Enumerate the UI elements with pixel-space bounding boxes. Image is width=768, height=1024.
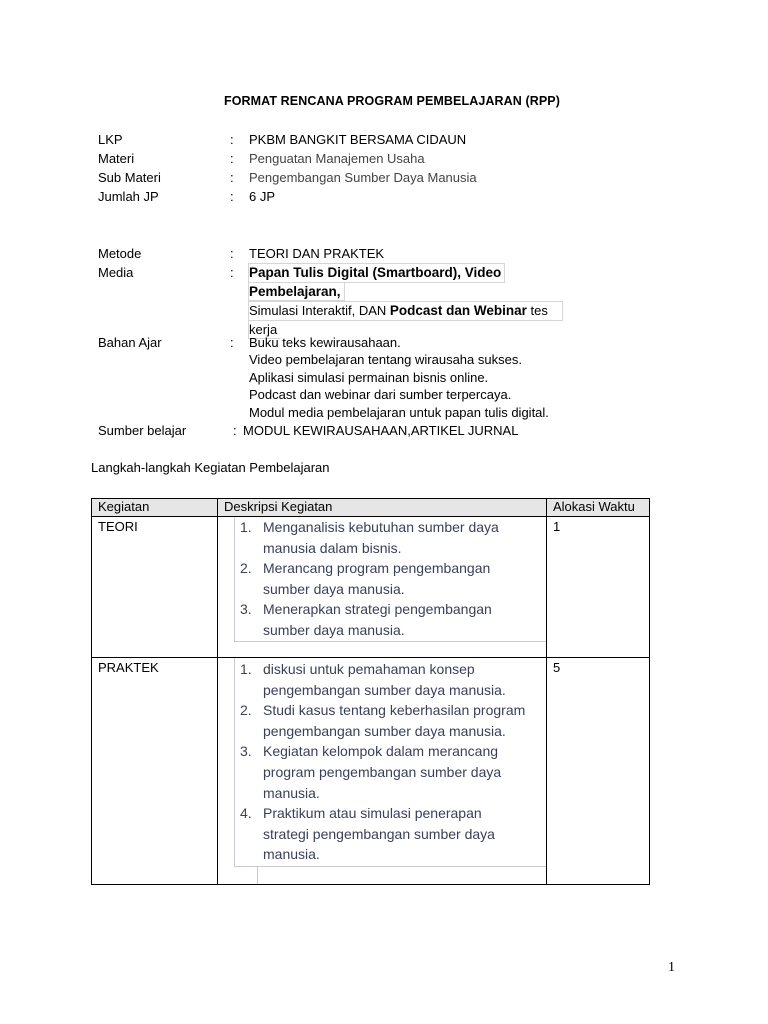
list-item (218, 558, 546, 599)
deskripsi-cell (218, 658, 547, 885)
media-line-4: kerja (249, 322, 278, 337)
field-colon: : (230, 189, 234, 204)
field-colon: : (230, 151, 234, 166)
field-label-metode: Metode (98, 246, 142, 261)
list-number: 1. (240, 519, 252, 535)
list-number: 3. (240, 743, 252, 760)
field-label-jumlah-jp: Jumlah JP (98, 189, 159, 204)
list-item (218, 517, 546, 558)
list-item (218, 700, 546, 741)
bahan-ajar-item: Podcast dan webinar dari sumber terpercaya. (249, 387, 512, 402)
list-item (218, 659, 546, 700)
list-line: Merancang program pengembangan (263, 560, 491, 577)
field-label-lkp: LKP (98, 132, 123, 147)
field-value-metode: TEORI DAN PRAKTEK (249, 246, 385, 261)
list-line: manusia. (263, 846, 320, 863)
kegiatan-cell: PRAKTEK (92, 658, 218, 885)
list-frame-tail (257, 866, 258, 884)
list-line: Menganalisis kebutuhan sumber daya (263, 519, 499, 535)
field-colon: : (230, 265, 234, 280)
media-value (248, 263, 563, 339)
media-line-3-bold: Podcast dan Webinar (389, 303, 527, 318)
field-label-media: Media (98, 265, 134, 280)
field-colon: : (230, 246, 234, 261)
table-header-row (92, 499, 650, 517)
kegiatan-table (91, 498, 650, 885)
list-line: Menerapkan strategi pengembangan (263, 601, 492, 618)
media-line-3-suffix: tes (526, 303, 548, 318)
list-number: 4. (240, 805, 252, 822)
list-number: 2. (240, 560, 252, 577)
deskripsi-list (218, 517, 546, 641)
list-item (218, 741, 546, 803)
bahan-ajar-item: Modul media pembelajaran untuk papan tulis digital. (249, 405, 549, 420)
list-line: strategi pengembangan sumber daya (263, 825, 495, 842)
field-label-materi: Materi (98, 151, 135, 166)
list-item (218, 803, 546, 865)
field-colon: : (230, 335, 234, 350)
bahan-ajar-item: Aplikasi simulasi permainan bisnis online. (249, 370, 489, 385)
field-value-lkp: PKBM BANGKIT BERSAMA CIDAUN (249, 132, 467, 147)
list-number: 2. (240, 702, 252, 719)
media-bold-line-2: Pembelajaran, (249, 284, 341, 299)
table-row (92, 517, 650, 658)
kegiatan-cell: TEORI (92, 517, 218, 658)
field-label-sub-materi: Sub Materi (98, 170, 161, 185)
list-line: Praktikum atau simulasi penerapan (263, 805, 482, 822)
list-line: sumber daya manusia. (263, 580, 405, 597)
list-line: pengembangan sumber daya manusia. (263, 681, 506, 698)
bahan-ajar-item: Buku teks kewirausahaan. (249, 335, 401, 350)
media-bold-line-1: Papan Tulis Digital (Smartboard), Video (249, 265, 502, 280)
field-value-jumlah-jp: 6 JP (249, 189, 276, 204)
section-title: Langkah-langkah Kegiatan Pembelajaran (91, 460, 330, 475)
deskripsi-list (218, 659, 546, 865)
list-line: manusia dalam bisnis. (263, 539, 402, 556)
list-number: 3. (240, 601, 252, 618)
list-line: program pengembangan sumber daya (263, 763, 502, 780)
header-alokasi: Alokasi Waktu (547, 499, 650, 517)
field-value-sumber-belajar: MODUL KEWIRAUSAHAAN,ARTIKEL JURNAL (243, 423, 519, 438)
field-value-sub-materi: Pengembangan Sumber Daya Manusia (249, 170, 477, 185)
field-value-materi: Penguatan Manajemen Usaha (249, 151, 425, 166)
alokasi-cell: 5 (547, 658, 650, 885)
deskripsi-cell (218, 517, 547, 658)
list-line: manusia. (263, 784, 320, 801)
list-line: diskusi untuk pemahaman konsep (263, 661, 475, 677)
field-label-sumber-belajar: Sumber belajar (98, 423, 187, 438)
list-line: sumber daya manusia. (263, 621, 405, 638)
table-row (92, 658, 650, 885)
field-colon: : (233, 423, 237, 438)
media-line-3-prefix: Simulasi Interaktif, DAN (249, 303, 390, 318)
field-colon: : (230, 132, 234, 147)
alokasi-cell: 1 (547, 517, 650, 658)
document-title: FORMAT RENCANA PROGRAM PEMBELAJARAN (RPP) (223, 94, 561, 108)
field-colon: : (230, 170, 234, 185)
list-line: pengembangan sumber daya manusia. (263, 722, 506, 739)
page-number: 1 (668, 960, 675, 975)
list-item (218, 599, 546, 640)
list-number: 1. (240, 661, 252, 677)
bahan-ajar-item: Video pembelajaran tentang wirausaha sukses. (249, 352, 522, 367)
field-label-bahan-ajar: Bahan Ajar (98, 335, 162, 350)
list-line: Kegiatan kelompok dalam merancang (263, 743, 499, 760)
list-line: Studi kasus tentang keberhasilan program (263, 702, 526, 719)
header-kegiatan: Kegiatan (92, 499, 218, 517)
header-deskripsi: Deskripsi Kegiatan (218, 499, 547, 517)
